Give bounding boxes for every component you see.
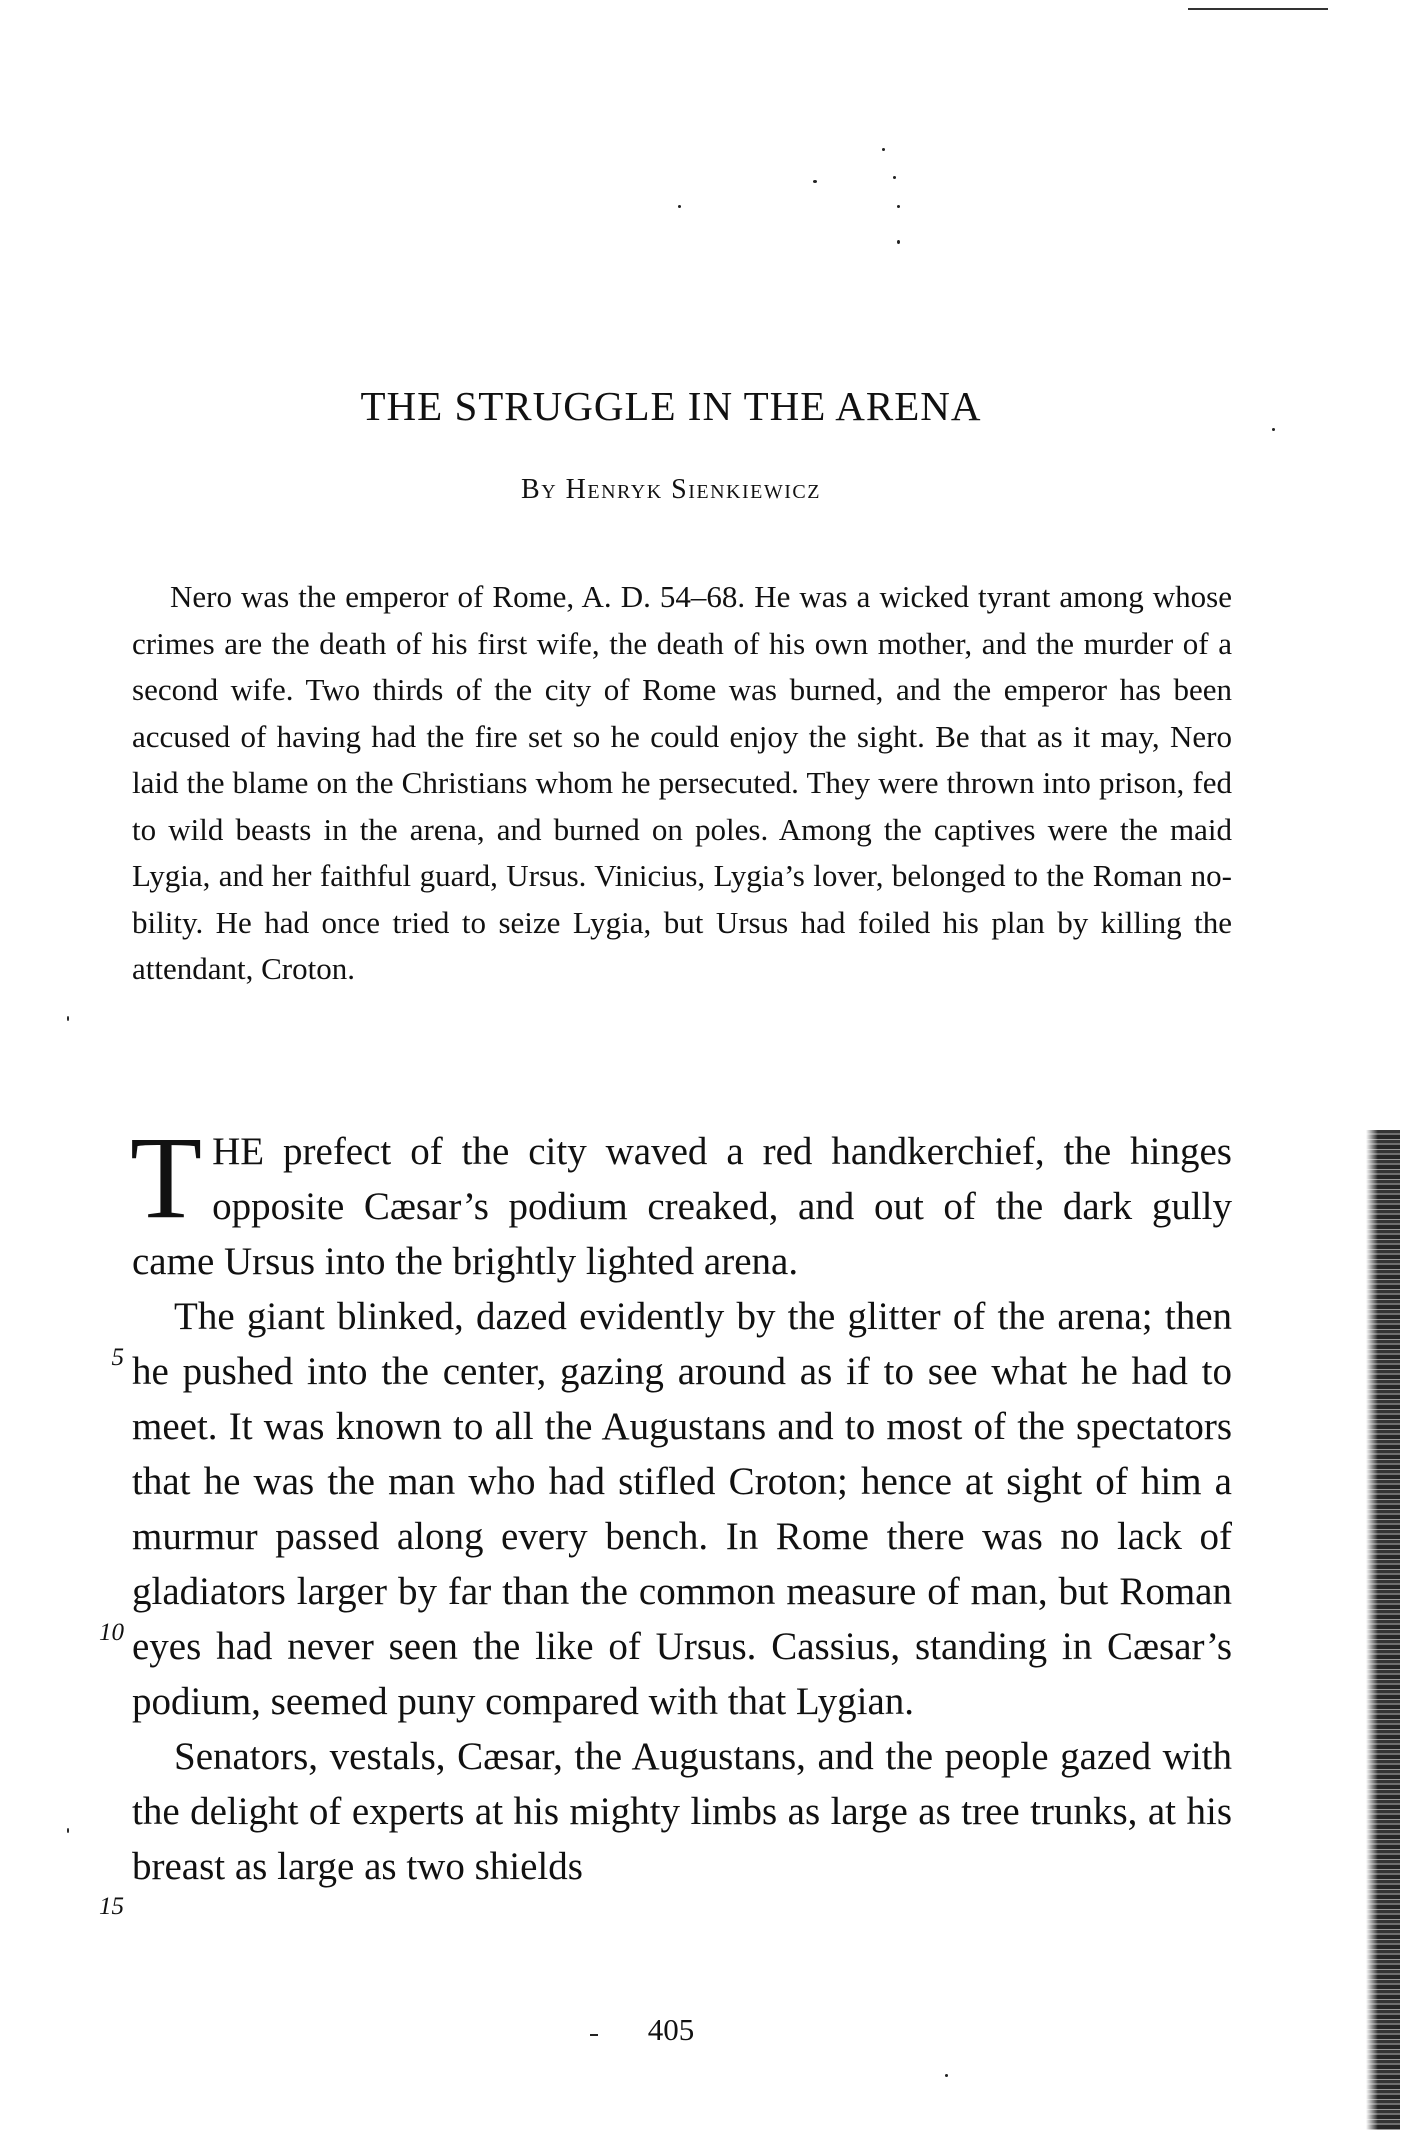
drop-cap: T bbox=[130, 1112, 203, 1243]
scan-speck bbox=[897, 240, 900, 244]
introductory-note bbox=[132, 574, 1232, 993]
chapter-title: THE STRUGGLE IN THE ARENA bbox=[360, 383, 982, 429]
line-number: 5 bbox=[111, 1344, 124, 1371]
story-paragraph-1-text: HE prefect of the city waved a red handkerchief, the hinges opposite Cæsar’s podium creaked, and out of the dark gully came Ursus into the brightly lighted arena. bbox=[132, 1130, 1232, 1283]
scan-speck bbox=[897, 205, 900, 208]
story-paragraph bbox=[130, 1112, 1232, 1289]
book-edge-shadow bbox=[1366, 1130, 1400, 2130]
intro-paragraph: Nero was the emperor of Rome, A. D. 54–68. He was a wicked tyrant among whose crimes are the death of his first wife, the death of his own mother, and the murder of a second wife. Two thirds of the city of Rome was burned, and the emperor has been accused of having had the fire set so he could enjoy the sight. Be that as it may, Nero laid the blame on the Christians whom he persecuted. They were thrown into prison, fed to wild beasts in the arena, and burned on poles. Among the captives were the maid Lygia, and her faithful guard, Ursus. Vinicius, Lygia’s lover, belonged to the Roman nobility. He had once tried to seize Lygia, but Ursus had foiled his plan by killing the attendant, Croton. bbox=[132, 579, 1232, 986]
page-number: 405 bbox=[647, 2012, 695, 2047]
scan-speck bbox=[893, 176, 896, 179]
scan-speck bbox=[882, 148, 885, 151]
scan-speck bbox=[678, 205, 681, 208]
scan-mark-rule bbox=[1188, 8, 1328, 10]
scan-speck bbox=[67, 1016, 69, 1021]
scan-speck bbox=[813, 180, 817, 183]
story-paragraph: Senators, vestals, Cæsar, the Augustans, and the people gazed with the delight of experts at his mighty limbs as large as tree trunks, at his breast as large as two shields bbox=[132, 1735, 1232, 1888]
story-text bbox=[130, 1112, 1232, 1894]
scan-speck bbox=[945, 2074, 948, 2077]
author-byline: By Henryk Sienkiewicz bbox=[521, 474, 821, 505]
scan-speck bbox=[67, 1828, 69, 1833]
line-number: 10 bbox=[99, 1619, 124, 1646]
story-paragraph: The giant blinked, dazed evidently by the glitter of the arena; then he pushed into the center, gazing around as if to see what he had to meet. It was known to all the Augustans and to most of the spectators that he was the man who had stifled Croton; hence at sight of him a murmur passed along every bench. In Rome there was no lack of gladiators larger by far than the common measure of man, but Roman eyes had never seen the like of Ursus. Cassius, standing in Cæsar’s podium, seemed puny compared with that Lygian. bbox=[132, 1295, 1232, 1723]
line-number: 15 bbox=[99, 1893, 124, 1920]
